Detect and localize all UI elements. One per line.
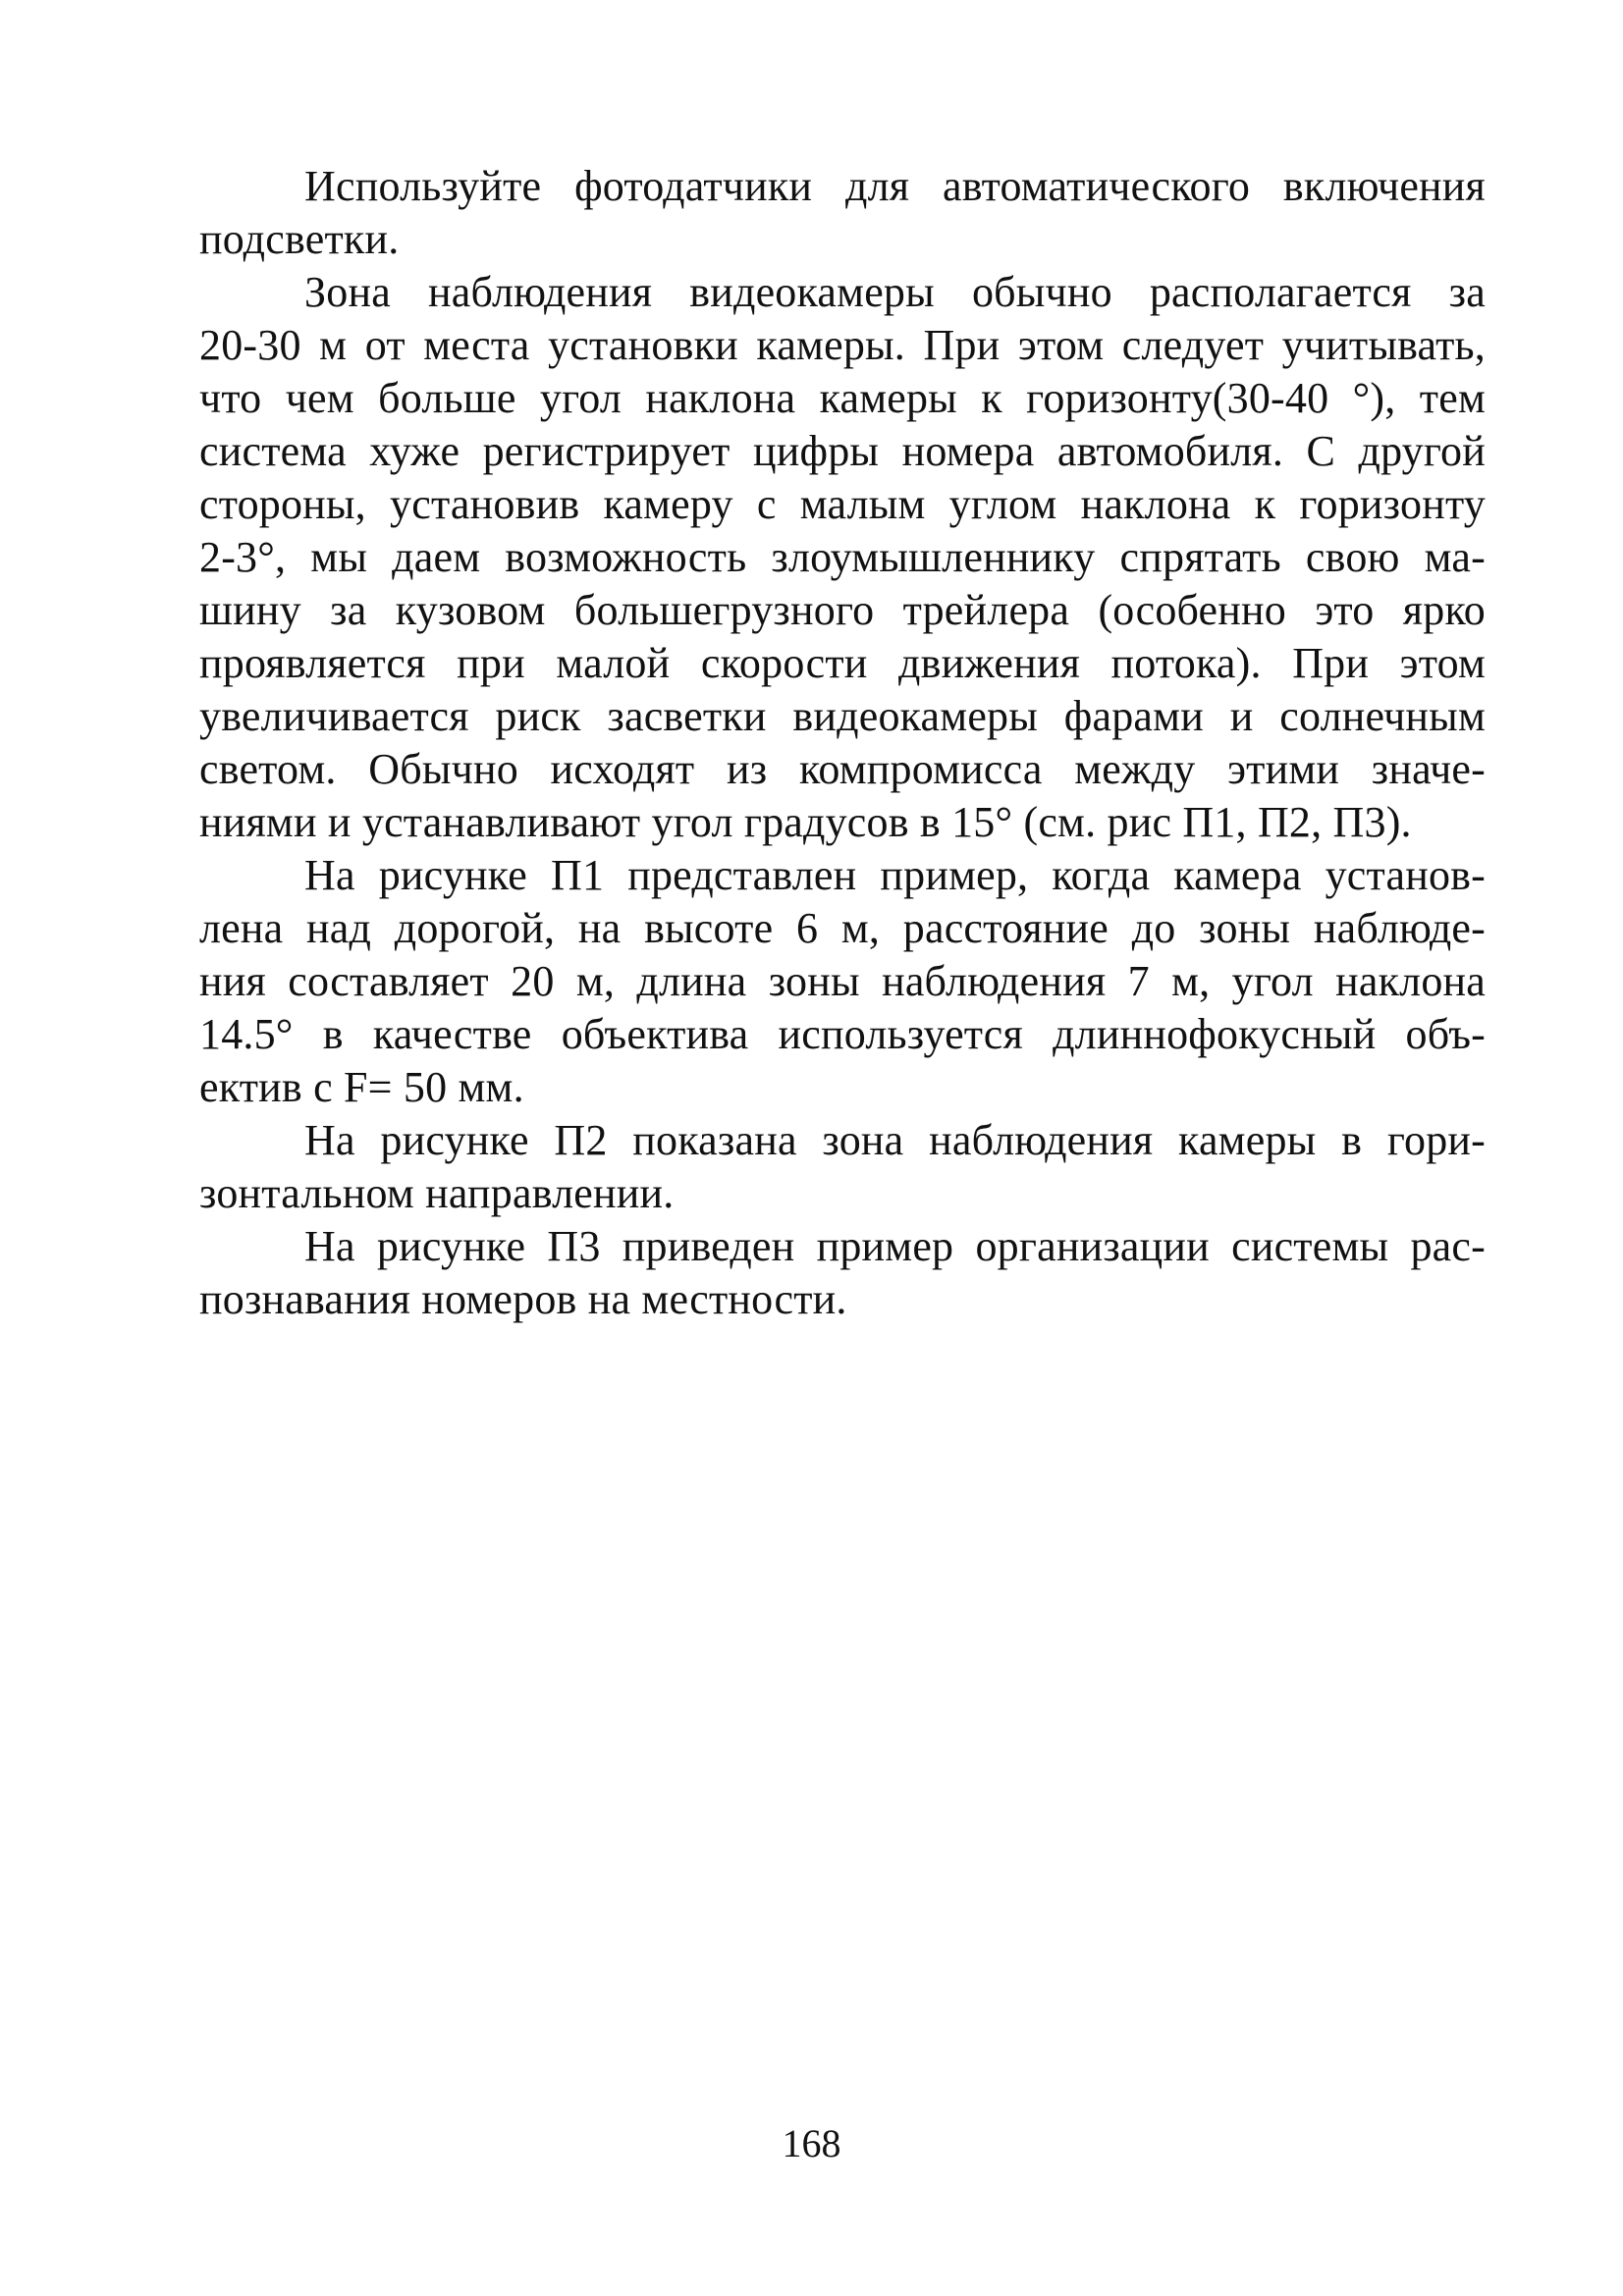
paragraph-2-line-1: Зона наблюдения видеокамеры обычно располагается за [304, 268, 1486, 316]
paragraph-3-line-4: 14.5° в качестве объектива используется длиннофокусный объ- [199, 1010, 1486, 1058]
paragraph-2-line-9: увеличивается риск засветки видеокамеры фарами и солнечным [199, 692, 1486, 740]
paragraph-2-line-6: 2-3°, мы даем возможность злоумышленнику спрятать свою ма- [199, 533, 1486, 581]
paragraph-4-line-2: зонтальном направлении. [199, 1169, 675, 1217]
paragraph-2-line-11: ниями и устанавливают угол градусов в 15° (см. рис П1, П2, П3). [199, 798, 1412, 846]
paragraph-3-line-3: ния составляет 20 м, длина зоны наблюдения 7 м, угол наклона [199, 957, 1486, 1005]
body-text [199, 160, 1486, 1326]
paragraph-2-line-10: светом. Обычно исходят из компромисса между этими значе- [199, 745, 1486, 793]
paragraph-2-line-3: что чем больше угол наклона камеры к горизонту(30-40 °), тем [199, 374, 1486, 422]
paragraph-2-line-4: система хуже регистрирует цифры номера автомобиля. С другой [199, 427, 1486, 475]
paragraph-2-line-5: стороны, установив камеру с малым углом наклона к горизонту [199, 480, 1486, 528]
paragraph-1-line-2: подсветки. [199, 215, 400, 263]
paragraph-2-line-8: проявляется при малой скорости движения потока). При этом [199, 639, 1486, 687]
paragraph-5-line-1: На рисунке П3 приведен пример организации системы рас- [304, 1222, 1486, 1270]
paragraph-4-line-1: На рисунке П2 показана зона наблюдения камеры в гори- [304, 1116, 1486, 1164]
page-number: 168 [782, 2121, 841, 2165]
paragraph-1-line-1: Используйте фотодатчики для автоматического включения [304, 162, 1486, 210]
paragraph-2-line-2: 20-30 м от места установки камеры. При этом следует учитывать, [199, 321, 1486, 369]
paragraph-3-line-2: лена над дорогой, на высоте 6 м, расстояние до зоны наблюде- [199, 904, 1486, 952]
paragraph-2-line-7: шину за кузовом большегрузного трейлера (особенно это ярко [199, 586, 1486, 634]
paragraph-3-line-1: На рисунке П1 представлен пример, когда камера установ- [304, 851, 1486, 899]
paragraph-3-line-5: ектив с F= 50 мм. [199, 1063, 524, 1111]
paragraph-5-line-2: познавания номеров на местности. [199, 1275, 847, 1323]
